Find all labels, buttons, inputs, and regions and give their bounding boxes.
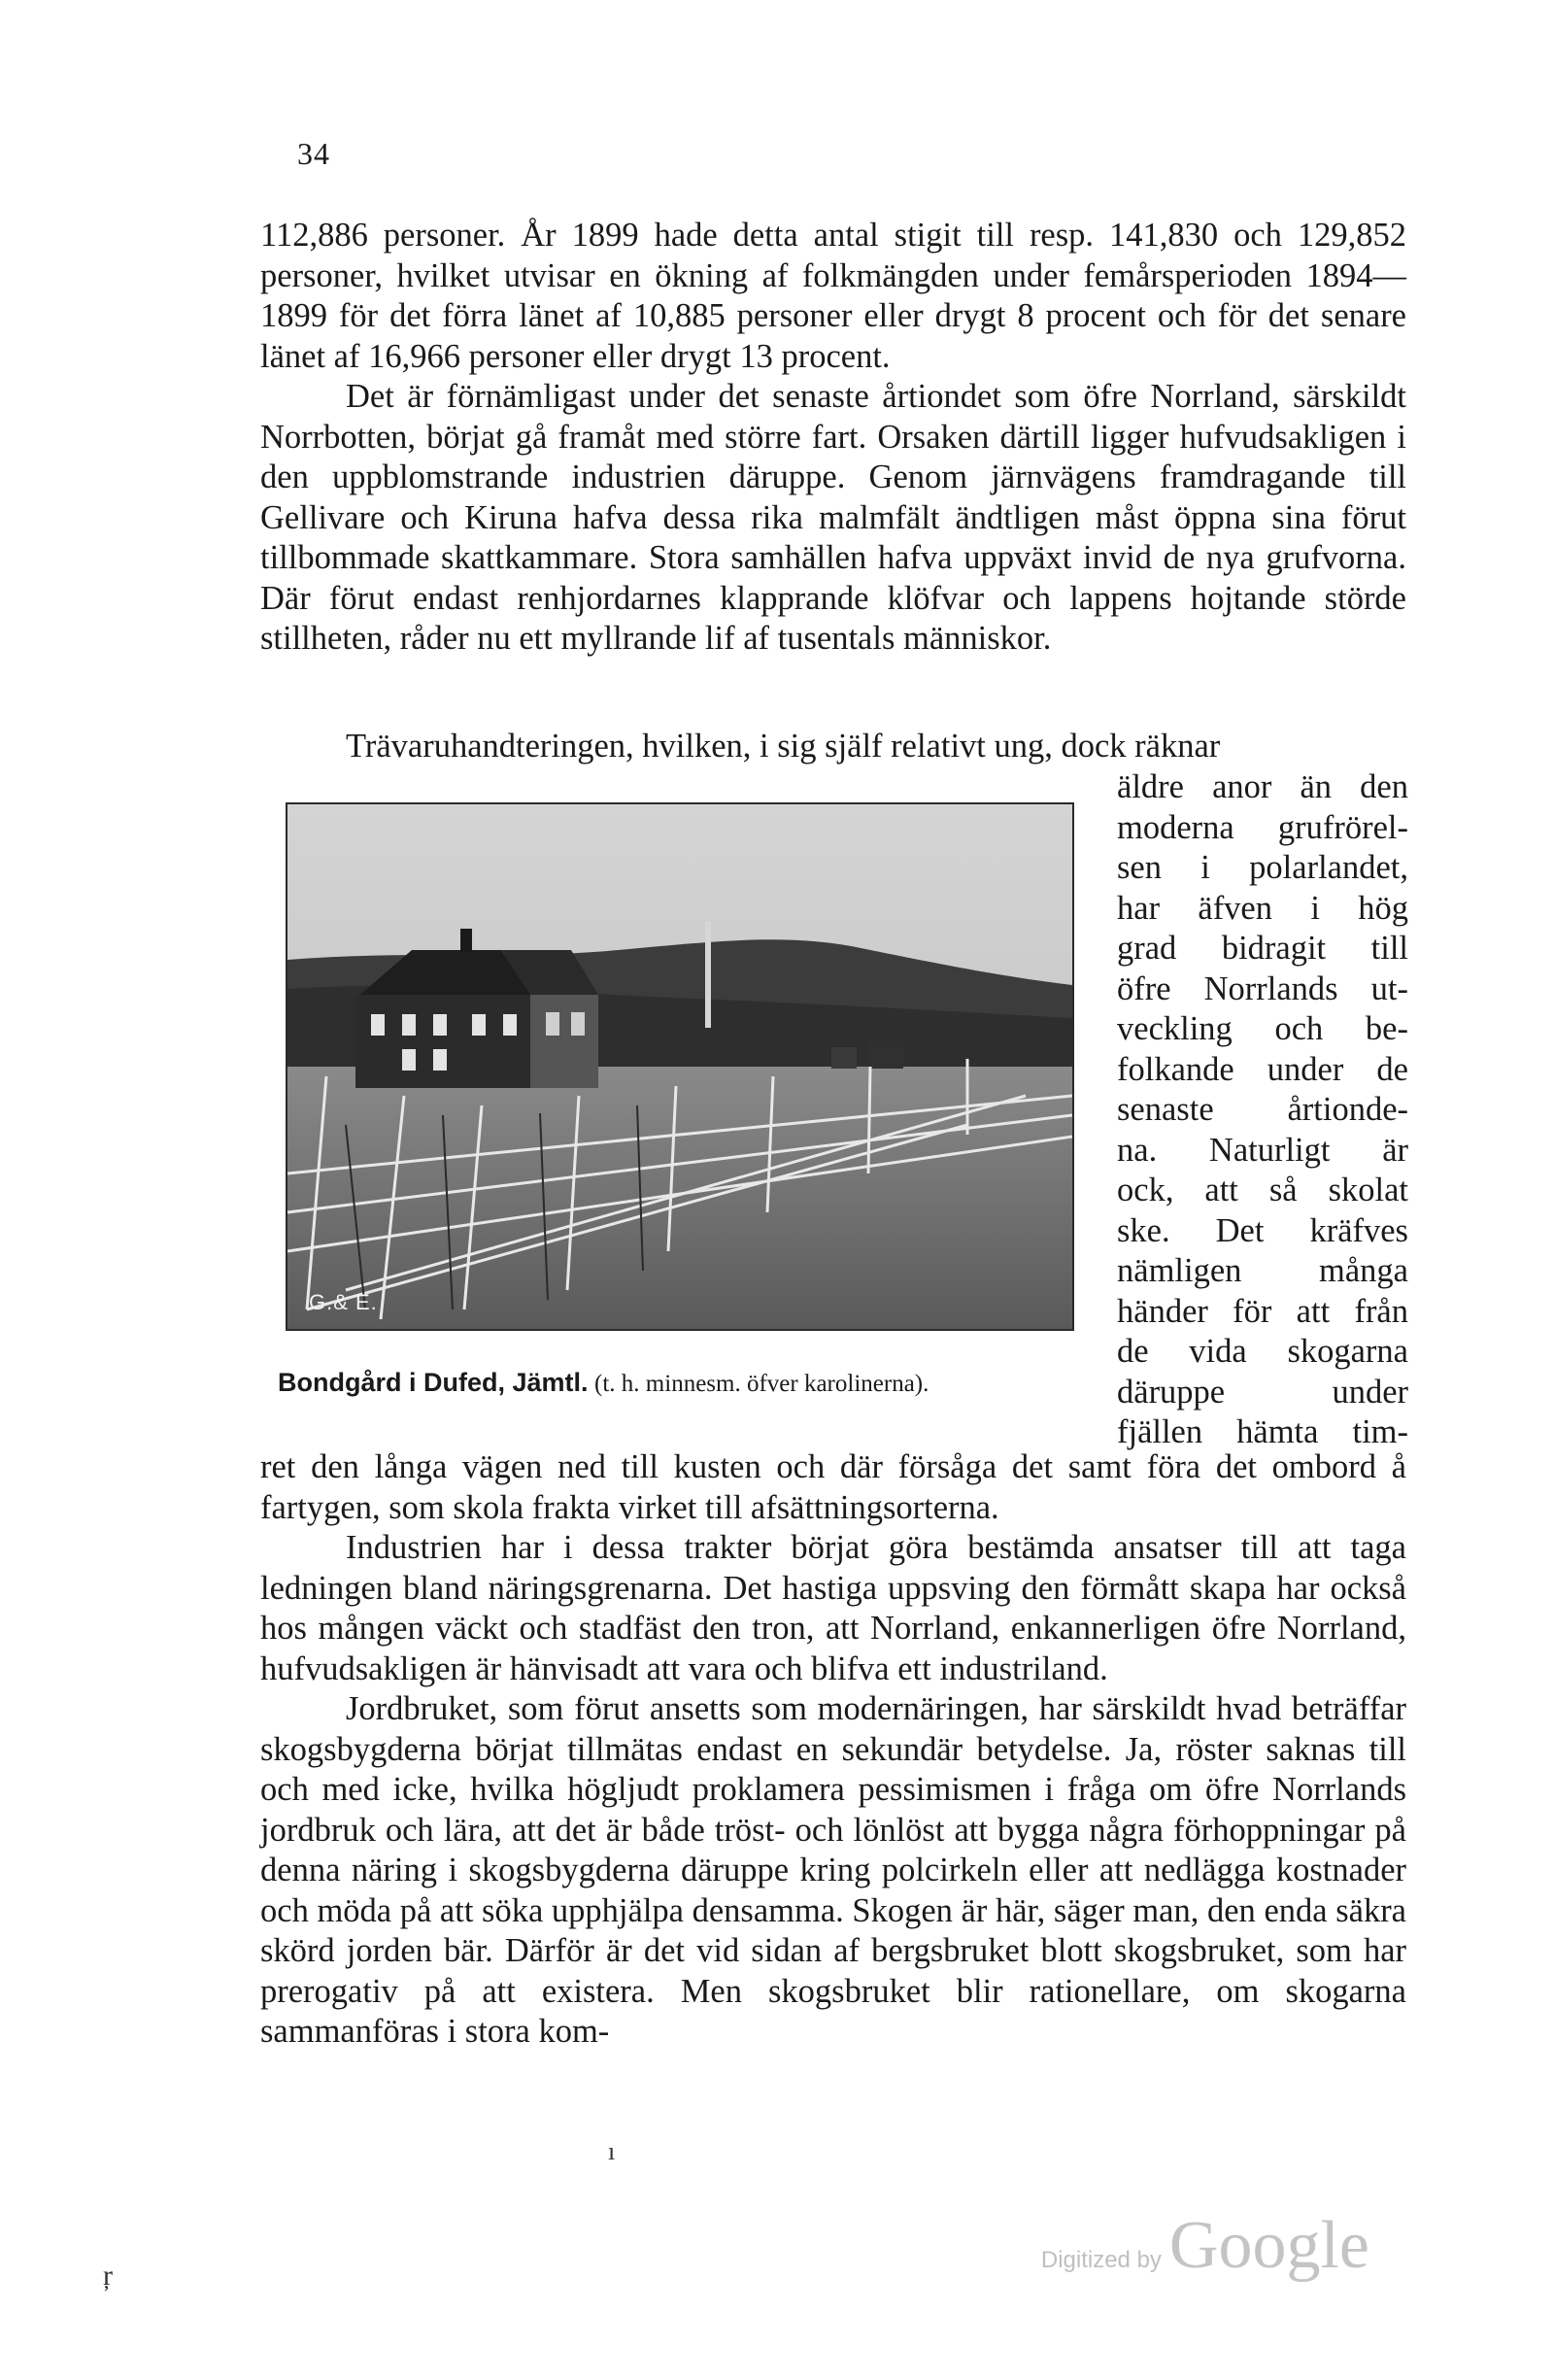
body-text-top <box>260 216 1406 660</box>
paragraph-industrien: Industrien har i dessa trakter börjat göra bestämda ansatser till att taga ledningen bland näringsgrenarna. Det hastiga uppsving den förmått skapa har också hos mången väckt och stadfäst den tron, att Norrland, enkannerligen öfre Norrland, hufvudsakligen är hänvisadt att vara och blifva ett industriland. <box>260 1529 1406 1687</box>
side-line: däruppe under <box>1117 1373 1408 1411</box>
paragraph-intro: 112,886 personer. År 1899 hade detta antal stigit till resp. 141,830 och 129,852 personer, hvilket utvisar en ökning af folkmängden under femårsperioden 1894—1899 för det förra länet af 10,885 personer eller drygt 8 procent och för det senare länet af 16,966 personer eller drygt 13 procent. <box>260 217 1406 375</box>
paragraph-travaru-first-line: Trävaruhandteringen, hvilken, i sig själf relativt ung, dock räknar <box>346 728 1221 765</box>
side-line: nämligen många <box>1117 1252 1408 1289</box>
caption-title: Bondgård i Dufed, Jämtl. <box>278 1368 589 1397</box>
digitization-watermark <box>1041 2207 1369 2285</box>
page-number: 34 <box>297 136 330 171</box>
side-line: har äfven i hög <box>1117 889 1408 927</box>
farmstead-photo <box>286 802 1074 1331</box>
watermark-label: Digitized by <box>1040 2247 1162 2273</box>
side-line: ock, att så skolat <box>1117 1172 1408 1208</box>
side-line: sen i polarlandet, <box>1117 849 1408 886</box>
paragraph-jordbruket: Jordbruket, som förut ansetts som modernäringen, har särskildt hvad beträffar skogsbygderna börjat tillmätas endast en sekundär betydelse. Ja, röster saknas till och med icke, hvilka högljudt proklamera pessimismen i fråga om öfre Norrlands jordbruk och lära, att det är både tröst- och lönlöst att bygga några förhoppningar på denna näring i skogsbygderna däruppe kring polcirkeln eller att nedlägga kostnader och möda på att söka upphjälpa densamma. Skogen är här, säger man, den enda säkra skörd jorden bär. Därför är det vid sidan af bergsbruket blott skogsbruket, som har prerogativ på att existera. Men skogsbruket blir rationellare, om skogarna sammanföras i stora kom- <box>260 1690 1406 2050</box>
photo-stamp: G.& E. <box>309 1290 378 1314</box>
side-column-text <box>1117 767 1408 1453</box>
side-line: moderna grufrörel- <box>1117 808 1408 846</box>
side-line: öfre Norrlands ut- <box>1117 969 1408 1007</box>
side-line: folkande under de <box>1117 1050 1408 1088</box>
paragraph-norrland: Det är förnämligast under det senaste årtiondet som öfre Norrland, särskildt Norrbotten, börjat gå framåt med större fart. Orsaken därtill ligger hufvudsakligen i den uppblomstrande industrien däruppe. Genom järnvägens framdragande till Gellivare och Kiruna hafva dessa rika malmfält ändtligen måst öppna sina förut tillbommade skattkammare. Stora samhällen hafva uppväxt invid de nya grufvorna. Där förut endast renhjordarnes klapprande klöfvar och lappens hojtande störde stillheten, råder nu ett myllrande lif af tusentals människor. <box>260 378 1406 657</box>
side-line: de vida skogarna <box>1117 1333 1408 1370</box>
paragraph-travaru-end: ret den långa vägen ned till kusten och där försåga det samt föra det ombord å fartygen, som skola frakta virket till afsättningsorterna. <box>260 1448 1406 1526</box>
stray-mark: ı <box>608 2137 616 2165</box>
stray-mark: ŗ <box>103 2260 113 2292</box>
body-text-bottom <box>260 1447 1406 2053</box>
figure-caption <box>278 1368 929 1398</box>
caption-note: (t. h. minnesm. öfver karolinerna). <box>594 1371 929 1397</box>
side-line: äldre anor än den <box>1117 768 1408 805</box>
side-line: grad bidragit till <box>1117 930 1408 967</box>
side-line: na. Naturligt är <box>1117 1131 1408 1169</box>
google-logo: Google <box>1168 2208 1369 2283</box>
side-line: senaste årtionde- <box>1117 1091 1408 1128</box>
side-line: fjällen hämta tim- <box>1117 1413 1408 1450</box>
side-line: ske. Det kräfves <box>1117 1211 1408 1249</box>
side-line: händer för att från <box>1117 1292 1408 1330</box>
side-line: veckling och be- <box>1117 1010 1408 1047</box>
farmstead-illustration <box>287 804 1072 1329</box>
